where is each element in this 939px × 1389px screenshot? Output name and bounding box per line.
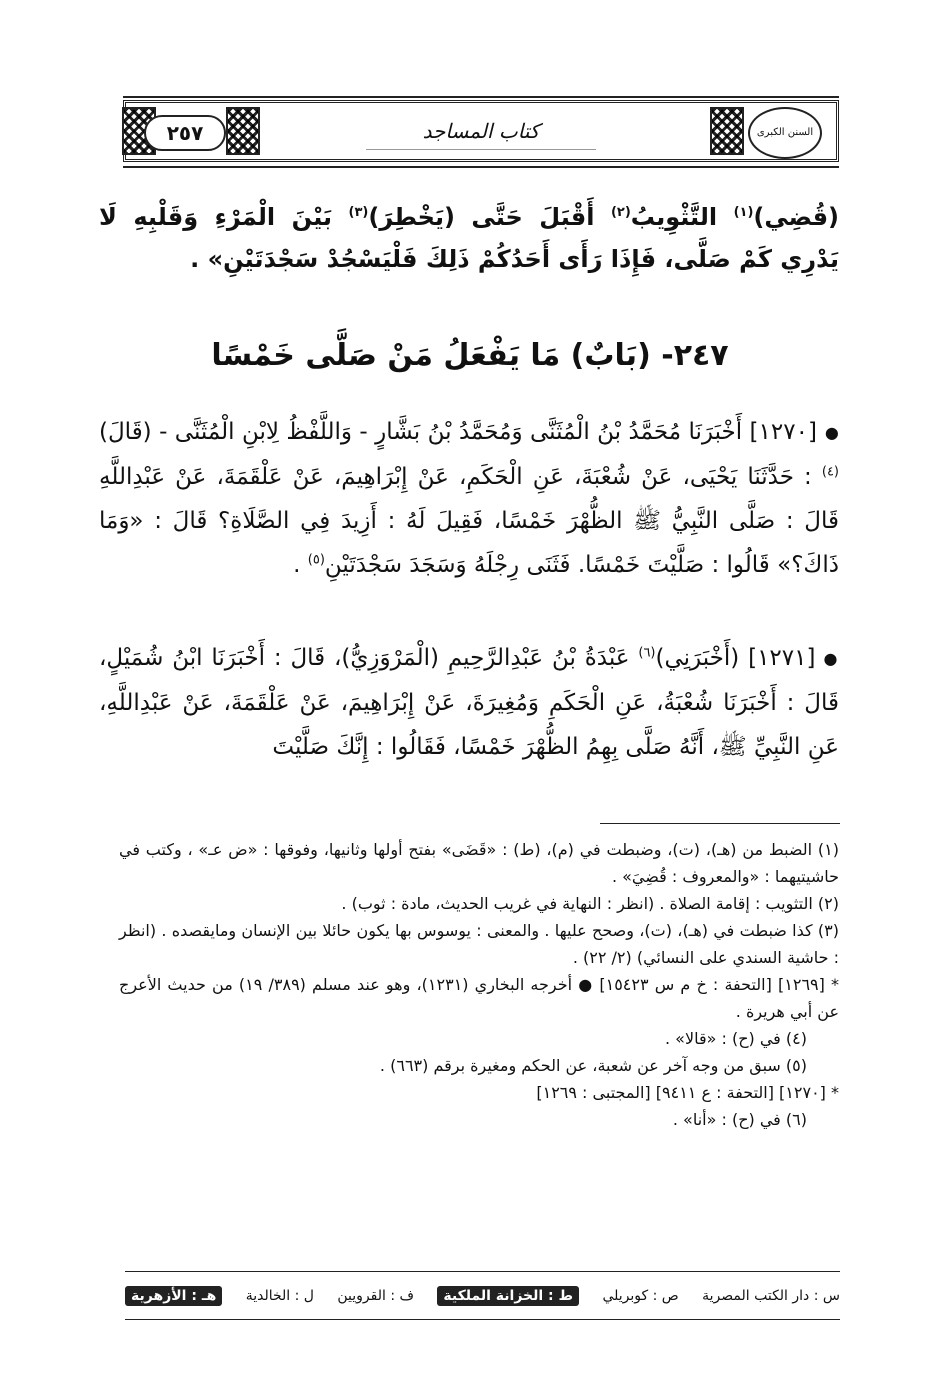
footnote-separator: [600, 823, 840, 824]
intro-text: بَيْنَ الْمَرْءِ وَقَلْبِهِ لَا يَدْرِي كَمْ صَلَّى، فَإِذَا رَأَى أَحَدُكُمْ ذَلِكَ فَلْيَسْجُدْ سَجْدَتَيْنِ» .: [99, 203, 839, 273]
entry-text: .: [293, 551, 308, 578]
legend-item: ط : الخزانة الملكية: [437, 1286, 579, 1306]
footnote: (٤) في (ح) : «قالا» .: [664, 1029, 807, 1048]
footnote: (١) الضبط من (هـ)، (ت)، وضبطت في (م)، (ط) : «قَضَى» بفتح أولها وثانيها، وفوقها : «ض عـ» ، وكتب في حاشيتيهما : «والمعروف : قُضِيَ» .: [119, 840, 839, 886]
header-top-rule: [123, 96, 839, 98]
footnote: (٥) سبق من وجه آخر عن شعبة، عن الحكم ومغيرة برقم (٦٦٣) .: [379, 1056, 807, 1075]
footnote: (٢) التثويب : إقامة الصلاة . (انظر : النهاية في غريب الحديث، مادة : ثوب) .: [341, 894, 839, 913]
legend-top-rule: [125, 1271, 840, 1272]
page-number: ٢٥٧: [144, 115, 226, 151]
entry-text: [١٢٧٠] أَخْبَرَنَا مُحَمَّدُ بْنُ الْمُثَنَّى وَمُحَمَّدُ بْنُ بَشَّارٍ - وَاللَّفْظُ لِابْنِ الْمُثَنَّى - (قَالَ): [99, 419, 817, 445]
header-bottom-rule: [123, 166, 839, 168]
manuscript-legend: [125, 1281, 840, 1311]
intro-text: أَقْبَلَ حَتَّى (يَخْطِرَ): [368, 203, 611, 231]
footnote: * [١٢٧٠] [التحفة : ع ٩٤١١] [المجتبى : ١٢٦٩]: [536, 1083, 839, 1102]
entry-text: عَبْدَةُ بْنُ عَبْدِالرَّحِيمِ (الْمَرْوَزِيُّ)، قَالَ : أَخْبَرَنَا ابْنُ شُمَيْلٍ، قَالَ : أَخْبَرَنَا شُعْبَةُ، عَنِ الْحَكَمِ وَمُغِيرَةَ، عَنْ إِبْرَاهِيمَ، عَنْ عَلْقَمَةَ، عَنْ عَبْدِاللَّهِ، عَنِ النَّبِيِّ ﷺ، أَنَّهُ صَلَّى بِهِمُ الظُّهْرَ خَمْسًا، فَقَالُوا : إِنَّكَ صَلَّيْتَ: [99, 645, 839, 760]
page-header: [123, 100, 839, 162]
footnote-ref: (١): [733, 205, 754, 220]
footnotes: [119, 836, 839, 1133]
footnote-ref: (٥): [307, 551, 325, 567]
footnote: (٣) كذا ضبطت في (هـ)، (ت)، وصحح عليها . والمعنى : يوسوس بها يكون حائلا بين الإنسان ومايقصده . (انظر : حاشية السندي على النسائي) (٢/ ٢٢) .: [119, 921, 839, 967]
bullet-icon: ●: [824, 422, 839, 442]
legend-bottom-rule: [125, 1319, 840, 1320]
ornament-left-inner-icon: [226, 107, 260, 155]
footnote-ref: (٤): [821, 463, 839, 479]
footnote-ref: (٢): [610, 205, 631, 220]
entry-text: : حَدَّثَنَا يَحْيَى، عَنْ شُعْبَةَ، عَنِ الْحَكَمِ، عَنْ إِبْرَاهِيمَ، عَنْ عَلْقَمَةَ، عَنْ عَبْدِاللَّهِ قَالَ : صَلَّى النَّبِيُّ ﷺ الظُّهْرَ خَمْسًا، فَقِيلَ لَهُ : أَزِيدَ فِي الصَّلَاةِ؟ قَالَ : «وَمَا ذَاكَ؟» قَالُوا : صَلَّيْتَ خَمْسًا. فَثَنَى رِجْلَهُ وَسَجَدَ سَجْدَتَيْنِ: [99, 463, 839, 578]
legend-item: س : دار الكتب المصرية: [702, 1288, 840, 1304]
legend-item: ف : القرويين: [337, 1288, 415, 1304]
book-emblem: السنن الكبرى: [748, 107, 822, 159]
legend-item: ل : الخالدية: [245, 1288, 314, 1304]
section-title: ٢٤٧- (بَابٌ) مَا يَفْعَلُ مَنْ صَلَّى خَمْسًا: [211, 338, 729, 373]
intro-paragraph: [99, 196, 839, 280]
legend-item: هـ : الأزهرية: [125, 1286, 222, 1306]
legend-item: ص : كوبريلي: [602, 1288, 679, 1304]
ornament-right-inner-icon: [710, 107, 744, 155]
footnote-ref: (٦): [638, 645, 656, 661]
intro-text: التَّثْوِيبُ: [630, 203, 734, 231]
intro-text: (قُضِي): [753, 203, 840, 231]
footnote: (٦) في (ح) : «أنا» .: [672, 1110, 807, 1129]
footnote: * [١٢٦٩] [التحفة : خ م س ١٥٤٢٣] ● أخرجه البخاري (١٢٣١)، وهو عند مسلم (٣٨٩/ ١٩) من حديث الأعرج عن أبي هريرة .: [119, 975, 840, 1021]
hadith-entry: [99, 410, 839, 587]
footnote-ref: (٣): [348, 205, 369, 220]
chapter-title: كتاب المساجد: [366, 113, 596, 150]
hadith-entry: [99, 636, 839, 769]
entry-text: [١٢٧١] (أَخْبَرَنِي): [655, 645, 816, 671]
bullet-icon: ●: [823, 648, 839, 668]
